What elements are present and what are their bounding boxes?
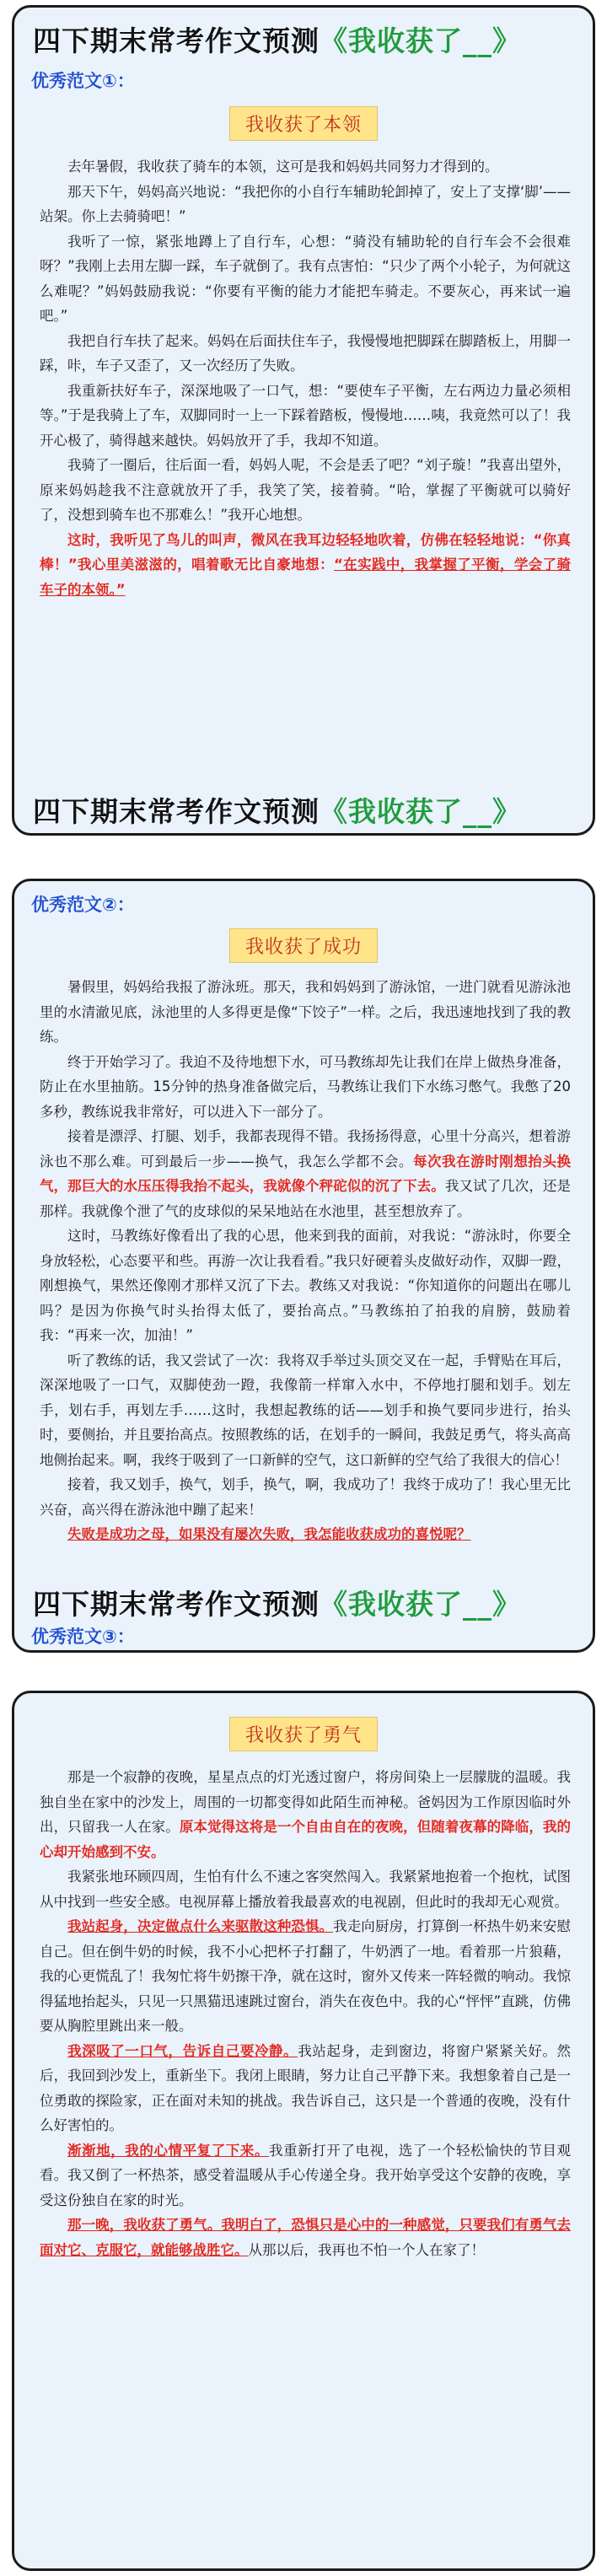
page-title-repeat: 四下期末常考作文预测《我收获了__》: [33, 795, 521, 828]
paragraph: 那天下午，妈妈高兴地说：“我把你的小自行车辅助轮卸掉了，安上了支撑‘脚’——站架。你上去骑骑吧！”: [40, 183, 571, 224]
title-highlight: 《我收获了__》: [320, 24, 521, 57]
paragraph: 去年暑假，我收获了骑车的本领，这可是我和妈妈共同努力才得到的。: [67, 159, 499, 175]
essay-title-1: 我收获了本领: [229, 106, 378, 141]
paragraph: 接着，我又划手，换气，划手，换气，啊，我成功了！我终于成功了！我心里无比兴奋，高兴得在游泳池中蹦了起来！: [40, 1476, 571, 1518]
page-title-repeat: 四下期末常考作文预测《我收获了__》: [33, 1588, 521, 1621]
essay-body-1: [40, 154, 571, 602]
sample-label-1: 优秀范文①：: [31, 71, 135, 91]
paragraph: 我紧张地环顾四周，生怕有什么不速之客突然闯入。我紧紧地抱着一个抱枕，试图从中找到一些安全感。电视屏幕上播放着我最喜欢的电视剧，但此时的我却无心观赏。: [40, 1869, 571, 1910]
paragraph: 听了教练的话，我又尝试了一次：我将双手举过头顶交叉在一起，手臂贴在耳后，深深地吸了一口气，双脚使劲一蹬，我像箭一样窜入水中，不停地打腿和划手。划左手，划右手，再划左手……这时，我想起教练的话——划手和换气要同步进行，抬头时，要侧抬，并且要抬高点。按照教练的话，在划手的一瞬间，我鼓足勇气，将头高高地侧抬起来。啊，我终于吸到了一口新鲜的空气，这口新鲜的空气给了我很大的信心！: [40, 1352, 571, 1468]
paragraph: 渐渐地，我的心情平复了下来。我重新打开了电视，选了一个轻松愉快的节目观看。我又倒了一杯热茶，感受着温暖从手心传递全身。我开始享受这个安静的夜晚，享受这份独自在家的时光。: [40, 2142, 572, 2208]
paragraph: 我深吸了一口气，告诉自己要冷静。我站起身，走到窗边，将窗户紧紧关好。然后，我回到沙发上，重新坐下。我闭上眼睛，努力让自己平静下来。我想象着自己是一位勇敢的探险家，正在面对未知的挑战。我告诉自己，这只是一个普通的夜晚，没有什么好害怕的。: [40, 2042, 572, 2133]
paragraph: 我重新扶好车子，深深地吸了一口气，想：“要使车子平衡，左右两边力量必须相等。”于是我骑上了车，双脚同时一上一下踩着踏板，慢慢地……咦，我竟然可以了！我开心极了，骑得越来越快。妈妈放开了手，我却不知道。: [40, 382, 571, 449]
paragraph: 那是一个寂静的夜晚，星星点点的灯光透过窗户，将房间染上一层朦胧的温暖。我独自坐在家中的沙发上，周围的一切都变得如此陌生而神秘。爸妈因为工作原因临时外出，只留我一人在家。原本觉得这将是一个自由自在的夜晚，但随着夜幕的降临，我的心却开始感到不安。: [40, 1769, 572, 1860]
paragraph: 终于开始学习了。我迫不及待地想下水，可马教练却先让我们在岸上做热身准备，防止在水里抽筋。15分钟的热身准备做完后，马教练让我们下水练习憋气。我憋了20多秒，教练说我非常好，可以进入下一部分了。: [40, 1053, 571, 1120]
paragraph: 暑假里，妈妈给我报了游泳班。那天，我和妈妈到了游泳馆，一进门就看见游泳池里的水清澈见底，泳池里的人多得更是像“下饺子”一样。之后，我迅速地找到了我的教练。: [40, 979, 571, 1045]
essay-title-3: 我收获了勇气: [229, 1717, 378, 1751]
paragraph: 这时，马教练好像看出了我的心思，他来到我的面前，对我说：“游泳时，你要全身放轻松，心态要平和些。再游一次让我看看。”我只好硬着头皮做好动作，双脚一蹬，刚想换气，果然还像刚才那样又沉了下去。教练又对我说：“你知道你的问题出在哪儿吗？是因为你换气时头抬得太低了，要抬高点。”马教练拍了拍我的肩膀，鼓励着我：“再来一次，加油！”: [40, 1228, 571, 1343]
sample-label-2: 优秀范文②：: [31, 895, 135, 915]
essay-card-3: [12, 1691, 595, 2571]
paragraph: 我听了一惊，紧张地蹲上了自行车，心想：“骑没有辅助轮的自行车会不会很难呀？”我刚上去用左脚一踩，车子就倒了。我有点害怕：“只少了两个小轮子，为何就这么难呢？”妈妈鼓励我说：“你要有平衡的能力才能把车骑走。不要灰心，再来试一遍吧。”: [40, 233, 571, 324]
paragraph-highlight: 这时，我听见了鸟儿的叫声，微风在我耳边轻轻地吹着，仿佛在轻轻地说：“你真棒！”我心里美滋滋的，唱着歌无比自豪地想：“在实践中，我掌握了平衡，学会了骑车子的本领。”: [40, 531, 571, 598]
paragraph: 我把自行车扶了起来。妈妈在后面扶住车子，我慢慢地把脚踩在脚踏板上，用脚一踩，咔，车子又歪了，又一次经历了失败。: [40, 332, 571, 374]
essay-title-2: 我收获了成功: [229, 928, 378, 963]
title-prefix: 四下期末常考作文预测: [33, 24, 320, 57]
paragraph-highlight: 那一晚，我收获了勇气。我明白了，恐惧只是心中的一种感觉，只要我们有勇气去面对它、克服它，就能够战胜它。从那以后，我再也不怕一个人在家了！: [40, 2217, 571, 2258]
sample-label-3: 优秀范文③：: [31, 1627, 135, 1647]
paragraph: 我站起身，决定做点什么来驱散这种恐惧。我走向厨房，打算倒一杯热牛奶来安慰自己。但在倒牛奶的时候，我不小心把杯子打翻了，牛奶洒了一地。看着那一片狼藉，我的心更慌乱了！我匆忙将牛奶擦干净，就在这时，窗外又传来一阵轻微的响动。我惊得猛地抬起头，只见一只黑猫迅速跳过窗台，消失在夜色中。我的心“怦怦”直跳，仿佛要从胸腔里跳出来一般。: [40, 1918, 572, 2034]
essay-card-1: [12, 5, 595, 836]
essay-body-3: [40, 1765, 571, 2262]
paragraph-highlight: 失败是成功之母，如果没有屡次失败，我怎能收获成功的喜悦呢？: [67, 1526, 471, 1542]
page-title: [14, 8, 593, 59]
essay-body-2: [40, 975, 571, 1547]
essay-card-2: [12, 879, 595, 1653]
paragraph: 接着是漂浮、打腿、划手，我都表现得不错。我扬扬得意，心里十分高兴，想着游泳也不那么难。可到最后一步——换气，我怎么学都不会。每次我在游时刚想抬头换气，那巨大的水压压得我抬不起头，我就像个秤砣似的沉了下去。我又试了几次，还是那样。我就像个泄了气的皮球似的呆呆地站在水池里，甚至想放弃了。: [40, 1128, 572, 1219]
paragraph: 我骑了一圈后，往后面一看，妈妈人呢，不会是丢了吧？“刘子璇！”我喜出望外，原来妈妈趁我不注意就放开了手，我笑了笑，接着骑。“哈，掌握了平衡就可以骑好了，没想到骑车也不那难么！”我开心地想。: [40, 457, 571, 523]
